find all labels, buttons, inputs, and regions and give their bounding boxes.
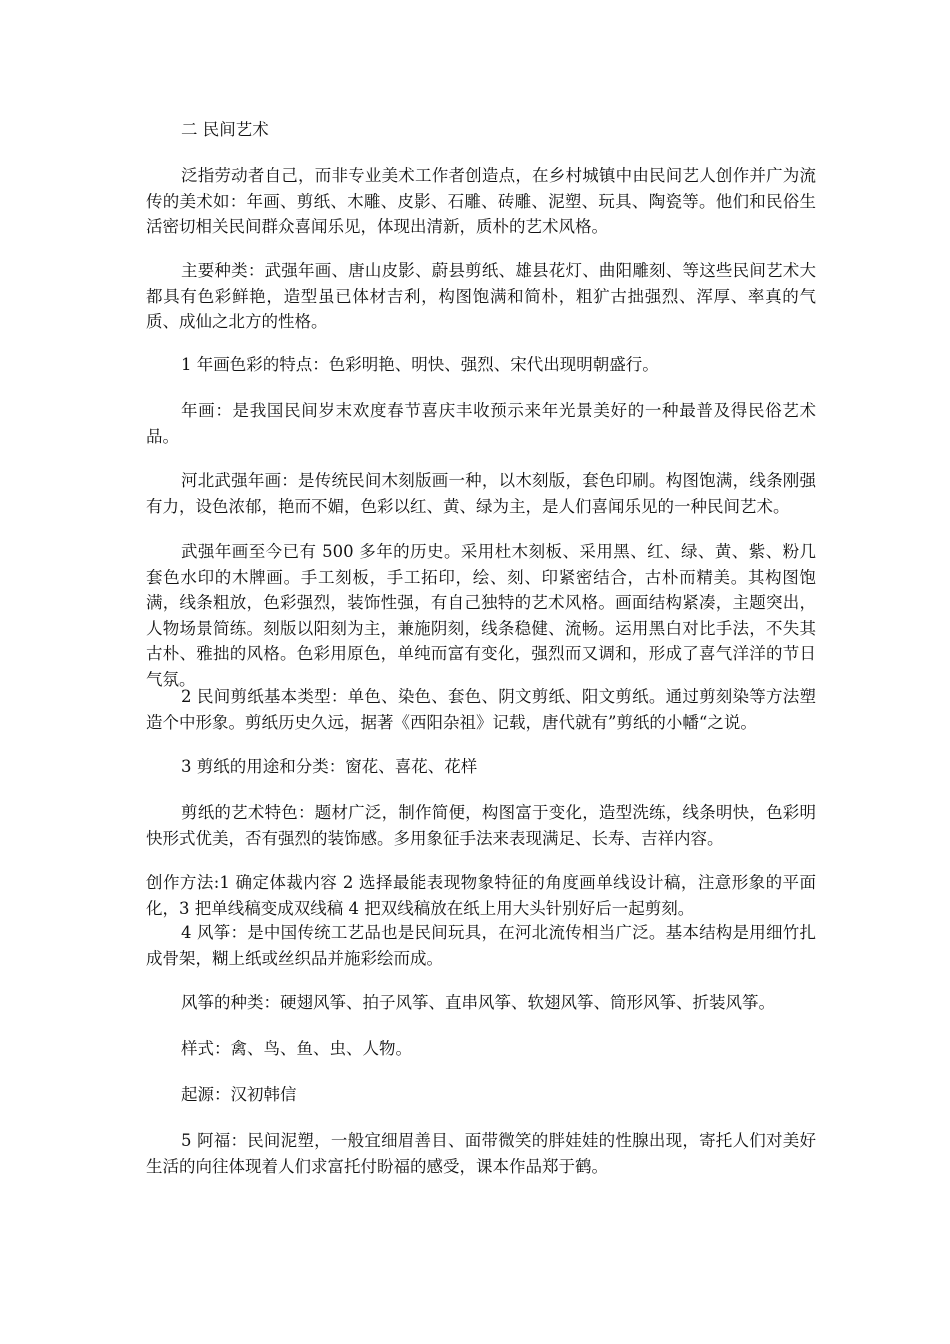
paragraph-afu: 5 阿福：民间泥塑，一般宜细眉善目、面带微笑的胖娃娃的性腺出现，寄托人们对美好生活的向往体现着人们求富托付盼福的感受，课本作品郑于鹤。: [146, 1131, 816, 1176]
paragraph-kite-types: 风筝的种类：硬翅风筝、拍子风筝、直串风筝、软翅风筝、筒形风筝、折装风筝。: [181, 993, 775, 1012]
paragraph-papercut-uses: 3 剪纸的用途和分类：窗花、喜花、花样: [181, 757, 478, 776]
paragraph-kite-origin: 起源：汉初韩信: [181, 1085, 297, 1104]
paragraph-definition: 泛指劳动者自己，而非专业美术工作者创造点，在乡村城镇中由民间艺人创作并广为流传的美术如：年画、剪纸、木雕、皮影、石雕、砖雕、泥塑、玩具、陶瓷等。他们和民俗生活密切相关民间群众喜闻乐见，体现出清新，质朴的艺术风格。: [146, 166, 816, 236]
paragraph-papercut-types: 2 民间剪纸基本类型：单色、染色、套色、阴文剪纸、阳文剪纸。通过剪刻染等方法塑造个中形象。剪纸历史久远，据著《西阳杂祖》记载，唐代就有”剪纸的小幡“之说。: [146, 687, 816, 732]
paragraph-main-types: 主要种类：武强年画、唐山皮影、蔚县剪纸、雄县花灯、曲阳雕刻、等这些民间艺术大都具有色彩鲜艳，造型虽已体材吉利，构图饱满和简朴，粗犷古拙强烈、浑厚、率真的气质、成仙之北方的性格。: [146, 261, 816, 331]
paragraph-papercut-features: 剪纸的艺术特色：题材广泛，制作简便，构图富于变化，造型洗练，线条明快，色彩明快形式优美，否有强烈的装饰感。多用象征手法来表现满足、长寿、吉祥内容。: [146, 803, 816, 848]
paragraph-nianhua-color: 1 年画色彩的特点：色彩明艳、明快、强烈、宋代出现明朝盛行。: [181, 355, 659, 374]
section-heading: 二 民间艺术: [181, 120, 269, 139]
paragraph-kite: 4 风筝：是中国传统工艺品也是民间玩具，在河北流传相当广泛。基本结构是用细竹扎成骨架，糊上纸或丝织品并施彩绘而成。: [146, 923, 816, 968]
paragraph-wuqiang-history: 武强年画至今已有 500 多年的历史。采用杜木刻板、采用黑、红、绿、黄、紫、粉几套色水印的木牌画。手工刻板，手工拓印，绘、刻、印紧密结合，古朴而精美。其构图饱满，线条粗放，色彩强烈，装饰性强，有自己独特的艺术风格。画面结构紧凑，主题突出，人物场景简练。刻版以阳刻为主，兼施阴刻，线条稳健、流畅。运用黑白对比手法，不失其古朴、雅拙的风格。色彩用原色，单纯而富有变化，强烈而又调和，形成了喜气洋洋的节日气氛。: [146, 542, 816, 689]
paragraph-kite-styles: 样式：禽、鸟、鱼、虫、人物。: [181, 1039, 412, 1058]
paragraph-creation-method: 创作方法:1 确定体裁内容 2 选择最能表现物象特征的角度画单线设计稿，注意形象的平面化，3 把单线稿变成双线稿 4 把双线稿放在纸上用大头针别好后一起剪刻。: [146, 873, 816, 918]
paragraph-nianhua-definition: 年画：是我国民间岁末欢度春节喜庆丰收预示来年光景美好的一种最普及得民俗艺术品。: [146, 401, 816, 446]
paragraph-wuqiang-nianhua: 河北武强年画：是传统民间木刻版画一种，以木刻版，套色印刷。构图饱满，线条刚强有力，设色浓郁，艳而不媚，色彩以红、黄、绿为主，是人们喜闻乐见的一种民间艺术。: [146, 471, 816, 516]
